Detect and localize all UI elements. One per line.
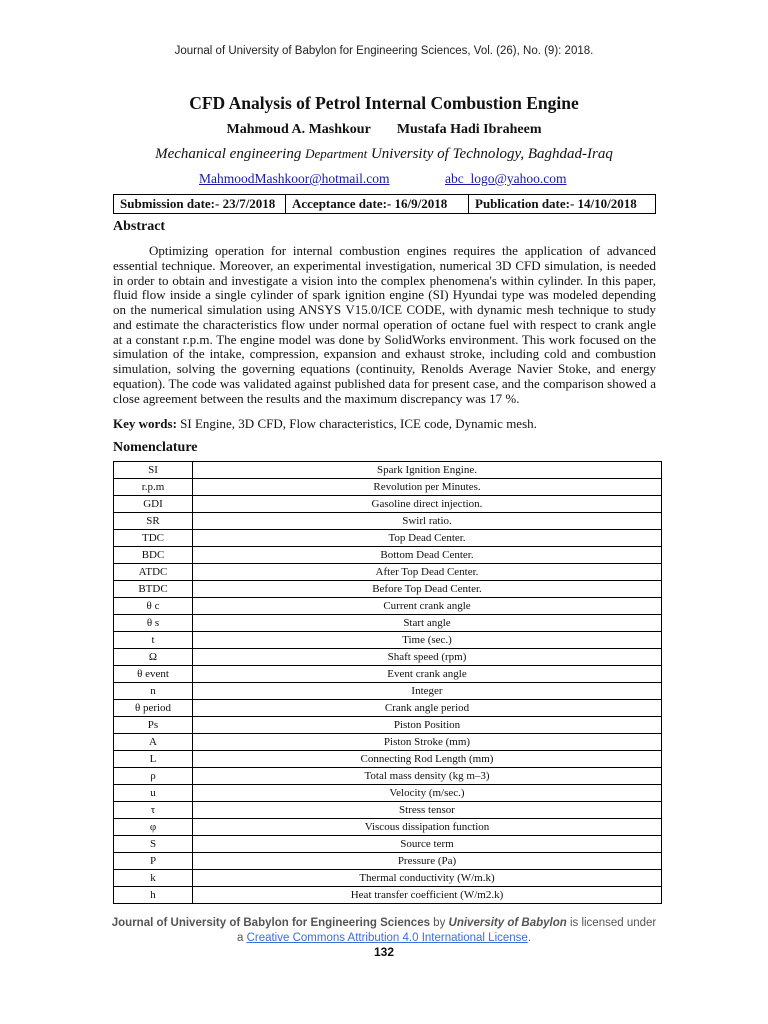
nomenclature-symbol: SI [114,462,193,479]
dates-box [113,194,656,214]
nomenclature-symbol: τ [114,802,193,819]
nomenclature-description: Total mass density (kg m–3) [193,768,662,785]
submission-date: Submission date:- 23/7/2018 [114,195,286,213]
author-2: Mustafa Hadi Ibraheem [396,122,542,137]
nomenclature-symbol: n [114,683,193,700]
footer-by: by [429,917,449,929]
paper-title: CFD Analysis of Petrol Internal Combustion Engine [189,93,579,113]
author-emails [199,171,619,189]
table-row [114,785,662,802]
publication-date: Publication date:- 14/10/2018 [475,196,637,211]
nomenclature-description: Crank angle period [193,700,662,717]
nomenclature-description: Stress tensor [193,802,662,819]
nomenclature-description: Pressure (Pa) [193,853,662,870]
table-row [114,751,662,768]
nomenclature-symbol: P [114,853,193,870]
nomenclature-symbol: θ s [114,615,193,632]
table-row [114,734,662,751]
footer-journal: Journal of University of Babylon for Engineering Sciences [111,917,430,929]
nomenclature-symbol: TDC [114,530,193,547]
nomenclature-description: Viscous dissipation function [193,819,662,836]
footer-publisher: University of Babylon [448,917,567,929]
nomenclature-description: Start angle [193,615,662,632]
nomenclature-symbol: φ [114,819,193,836]
abstract-text: Optimizing operation for internal combustion engines requires the application of advanced essential technique. Moreover, an experimental investigation, numerical 3D CFD simulation, is needed in order to obtain and investigate a vision into the complex phenomena's within cylinder. In this paper, fluid flow inside a single cylinder of spark ignition engine (SI) Hyundai type was modeled depending on the numerical simulation using ANSYS V15.0/ICE CODE, with dynamic mesh technique to study and estimate the characteristics flow under normal operation of octane fuel with respect to crank angle at a constant r.p.m. The engine model was done by SolidWorks environment. This work focused on the simulation of the intake, compression, expansion and exhaust stroke, including cold and combustion simulation, solving the governing equations (continuity, Renolds Average Navier Stoke, and energy equation). The code was validated against published data for present case, and the comparison showed a close agreement between the results and the maximum discrepancy was 17 %. [113,243,656,406]
nomenclature-symbol: BDC [114,547,193,564]
author-1: Mahmoud A. Mashkour [226,122,371,137]
keywords [113,416,656,432]
keywords-label: Key words: [113,416,177,431]
table-row [114,836,662,853]
nomenclature-description: Piston Stroke (mm) [193,734,662,751]
nomenclature-symbol: h [114,887,193,904]
table-row [114,683,662,700]
acceptance-date: Acceptance date:- 16/9/2018 [286,195,469,213]
table-row [114,513,662,530]
authors [0,122,768,138]
table-row [114,666,662,683]
table-row [114,700,662,717]
nomenclature-description: Event crank angle [193,666,662,683]
nomenclature-symbol: θ c [114,598,193,615]
footer-period: . [527,932,532,944]
nomenclature-description: Current crank angle [193,598,662,615]
affiliation-dept: Department [305,146,368,161]
nomenclature-description: Piston Position [193,717,662,734]
nomenclature-heading: Nomenclature [113,440,198,455]
nomenclature-symbol: BTDC [114,581,193,598]
nomenclature-description: Time (sec.) [193,632,662,649]
nomenclature-description: Integer [193,683,662,700]
nomenclature-description: Thermal conductivity (W/m.k) [193,870,662,887]
table-row [114,819,662,836]
nomenclature-description: Before Top Dead Center. [193,581,662,598]
table-row [114,564,662,581]
table-row [114,649,662,666]
footer-licensed: is licensed under [566,917,657,929]
affiliation [0,146,768,163]
nomenclature-symbol: t [114,632,193,649]
nomenclature-table [113,461,662,904]
nomenclature-symbol: Ps [114,717,193,734]
nomenclature-symbol: k [114,870,193,887]
table-row [114,870,662,887]
running-head: Journal of University of Babylon for Engineering Sciences, Vol. (26), No. (9): 2018. [174,45,594,57]
nomenclature-description: Source term [193,836,662,853]
nomenclature-description: Velocity (m/sec.) [193,785,662,802]
affiliation-part-1: Mechanical engineering [155,146,306,162]
table-row [114,479,662,496]
email-link-2[interactable]: abc_logo@yahoo.com [445,171,567,186]
nomenclature-description: Heat transfer coefficient (W/m2.k) [193,887,662,904]
nomenclature-description: Spark Ignition Engine. [193,462,662,479]
keywords-text: SI Engine, 3D CFD, Flow characteristics, ICE code, Dynamic mesh. [176,416,537,431]
nomenclature-symbol: θ period [114,700,193,717]
table-row [114,530,662,547]
table-row [114,598,662,615]
nomenclature-description: Connecting Rod Length (mm) [193,751,662,768]
table-row [114,496,662,513]
license-link[interactable]: Creative Commons Attribution 4.0 International License [246,932,528,944]
affiliation-part-2: University of Technology, Baghdad-Iraq [367,146,613,162]
table-row [114,462,662,479]
nomenclature-symbol: ρ [114,768,193,785]
nomenclature-symbol: Ω [114,649,193,666]
abstract-heading: Abstract [113,219,166,234]
table-row [114,632,662,649]
nomenclature-description: Top Dead Center. [193,530,662,547]
nomenclature-description: Revolution per Minutes. [193,479,662,496]
nomenclature-description: Bottom Dead Center. [193,547,662,564]
email-link-1[interactable]: MahmoodMashkoor@hotmail.com [199,171,390,186]
nomenclature-symbol: ATDC [114,564,193,581]
table-row [114,547,662,564]
table-row [114,853,662,870]
nomenclature-symbol: r.p.m [114,479,193,496]
nomenclature-description: Gasoline direct injection. [193,496,662,513]
table-row [114,717,662,734]
nomenclature-symbol: SR [114,513,193,530]
table-row [114,615,662,632]
nomenclature-symbol: S [114,836,193,853]
nomenclature-symbol: GDI [114,496,193,513]
table-row [114,887,662,904]
license-footer [0,916,768,946]
table-row [114,802,662,819]
page-number: 132 [373,945,395,959]
nomenclature-description: Swirl ratio. [193,513,662,530]
table-row [114,581,662,598]
nomenclature-symbol: A [114,734,193,751]
footer-a: a [236,932,247,944]
nomenclature-description: After Top Dead Center. [193,564,662,581]
nomenclature-symbol: u [114,785,193,802]
table-row [114,768,662,785]
nomenclature-symbol: L [114,751,193,768]
nomenclature-symbol: θ event [114,666,193,683]
nomenclature-description: Shaft speed (rpm) [193,649,662,666]
